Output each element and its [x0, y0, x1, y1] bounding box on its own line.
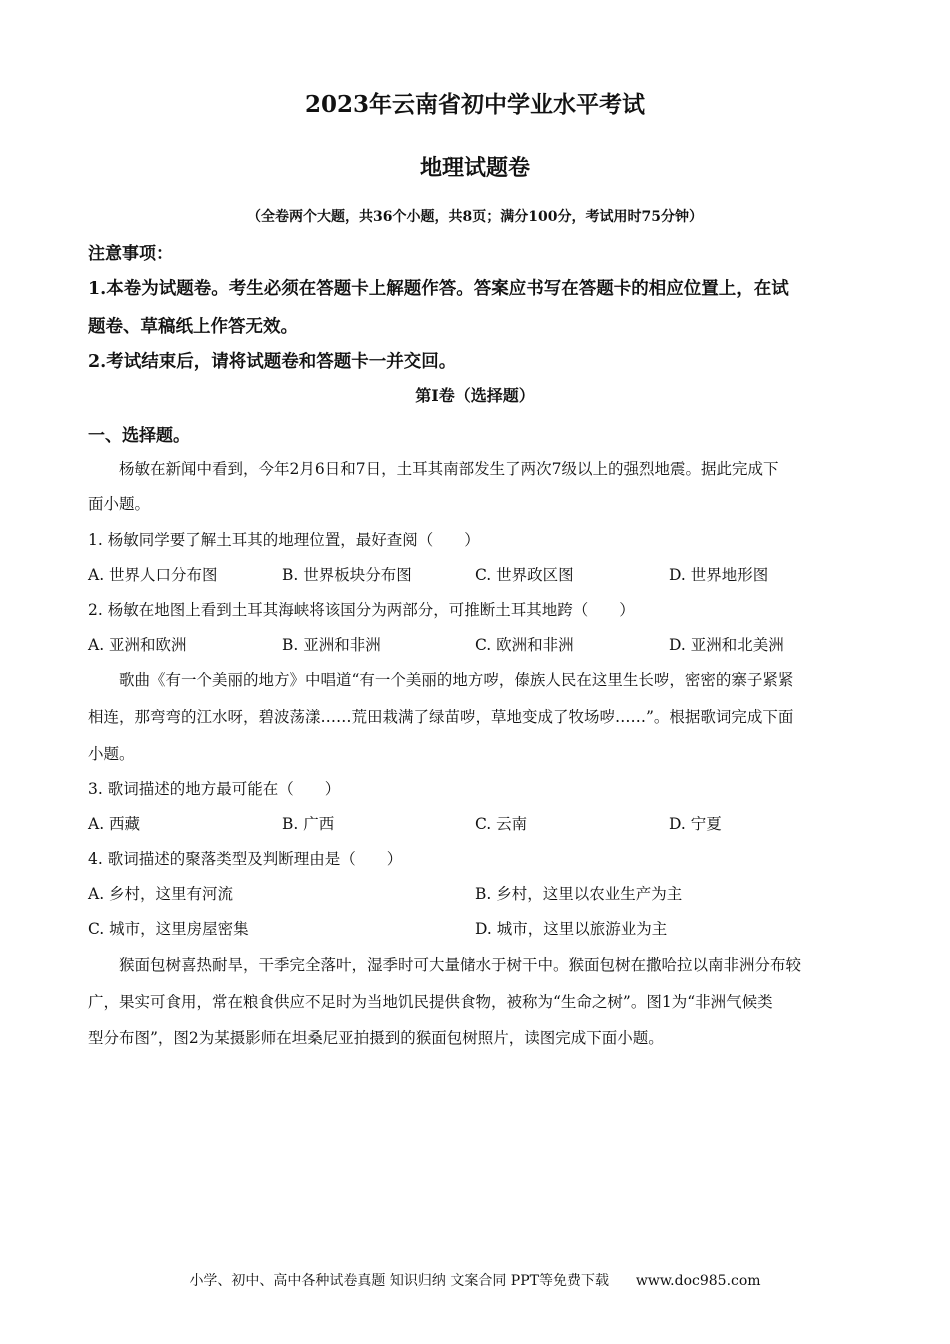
question-2-stem: 2. 杨敏在地图上看到土耳其海峡将该国分为两部分，可推断土耳其地跨（ ）	[88, 601, 635, 619]
subject-title: 地理试题卷	[419, 155, 530, 181]
question-2-option-c: C. 欧洲和非洲	[475, 636, 574, 654]
passage-2-line-3: 小题。	[88, 745, 135, 763]
question-2-option-b: B. 亚洲和非洲	[282, 636, 381, 654]
question-4-stem: 4. 歌词描述的聚落类型及判断理由是（ ）	[88, 850, 403, 868]
passage-3-line-2: 广，果实可食用，常在粮食供应不足时为当地饥民提供食物，被称为“生命之树”。图1为“非洲气候类	[88, 993, 773, 1011]
passage-2-line-1: 歌曲《有一个美丽的地方》中唱道“有一个美丽的地方哕，傣族人民在这里生长哕，密密的寨子紧紧	[119, 671, 794, 689]
question-4-option-c: C. 城市，这里房屋密集	[88, 920, 249, 938]
question-4-option-a: A. 乡村，这里有河流	[88, 885, 234, 903]
notice-item-1-line-2: 题卷、草稿纸上作答无效。	[88, 317, 298, 337]
question-1-option-a: A. 世界人口分布图	[88, 566, 218, 584]
passage-3-line-1: 猴面包树喜热耐旱，干季完全落叶，湿季时可大量储水于树干中。猴面包树在撒哈拉以南非洲分布较	[119, 956, 802, 974]
passage-1-line-1: 杨敏在新闻中看到，今年2月6日和7日，土耳其南部发生了两次7级以上的强烈地震。据此完成下	[119, 460, 779, 478]
footer-text: 小学、初中、高中各种试卷真题 知识归纳 文案合同 PPT等免费下载	[189, 1273, 609, 1289]
question-3-option-c: C. 云南	[475, 815, 528, 833]
notice-heading: 注意事项：	[88, 244, 173, 264]
question-4-option-d: D. 城市，这里以旅游业为主	[475, 920, 668, 938]
question-1-stem: 1. 杨敏同学要了解土耳其的地理位置，最好查阅（ ）	[88, 531, 480, 549]
passage-3-line-3: 型分布图”，图2为某摄影师在坦桑尼亚拍摄到的猴面包树照片，读图完成下面小题。	[88, 1029, 664, 1047]
passage-1-line-2: 面小题。	[88, 495, 151, 513]
question-3-option-d: D. 宁夏	[669, 815, 722, 833]
question-3-stem: 3. 歌词描述的地方最可能在（ ）	[88, 780, 341, 798]
footer-url-link[interactable]: www.doc985.com	[635, 1273, 761, 1289]
question-1-option-d: D. 世界地形图	[669, 566, 769, 584]
notice-item-1-line-1: 1.本卷为试题卷。考生必须在答题卡上解题作答。答案应书写在答题卡的相应位置上，在试	[88, 279, 789, 299]
exam-title: 2023年云南省初中学业水平考试	[304, 91, 645, 118]
question-1-option-b: B. 世界板块分布图	[282, 566, 412, 584]
question-3-option-a: A. 西藏	[88, 815, 141, 833]
question-1-option-c: C. 世界政区图	[475, 566, 574, 584]
notice-item-2: 2.考试结束后，请将试题卷和答题卡一并交回。	[88, 352, 457, 372]
exam-info: （全卷两个大题，共36个小题，共8页；满分100分，考试用时75分钟）	[247, 209, 703, 225]
passage-2-line-2: 相连，那弯弯的江水呀，碧波荡漾……荒田栽满了绿苗哕，草地变成了牧场哕……”。根据歌词完成下面	[88, 708, 794, 726]
section-title: 一、选择题。	[88, 426, 190, 446]
question-3-option-b: B. 广西	[282, 815, 335, 833]
question-4-option-b: B. 乡村，这里以农业生产为主	[475, 885, 683, 903]
volume-title: 第Ⅰ卷（选择题）	[415, 386, 535, 405]
footer	[0, 1270, 950, 1290]
question-2-option-d: D. 亚洲和北美洲	[669, 636, 784, 654]
question-2-option-a: A. 亚洲和欧洲	[88, 636, 187, 654]
